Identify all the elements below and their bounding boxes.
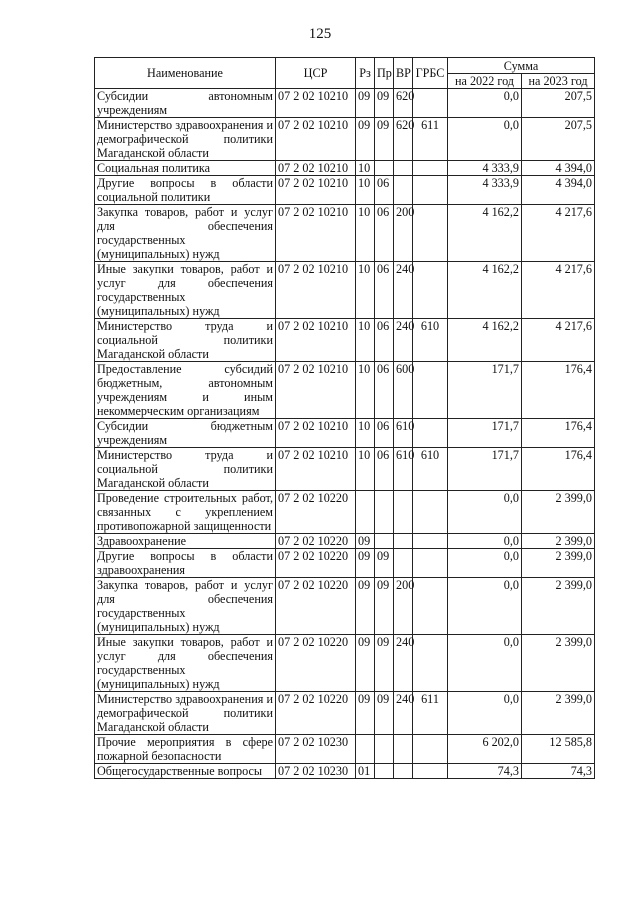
table-row bbox=[95, 362, 595, 419]
table-row bbox=[95, 118, 595, 161]
row-grbs bbox=[413, 176, 448, 205]
row-grbs bbox=[413, 635, 448, 692]
row-grbs: 611 bbox=[413, 118, 448, 161]
row-vr: 240 bbox=[394, 262, 413, 319]
table-row bbox=[95, 491, 595, 534]
row-rz: 01 bbox=[356, 764, 375, 779]
row-sum-2023: 176,4 bbox=[522, 448, 595, 491]
row-csr: 07 2 02 10220 bbox=[276, 534, 356, 549]
row-name: Другие вопросы в области социальной политики bbox=[95, 176, 276, 205]
table-row bbox=[95, 534, 595, 549]
row-sum-2022: 0,0 bbox=[448, 491, 522, 534]
row-rz: 09 bbox=[356, 118, 375, 161]
row-csr: 07 2 02 10210 bbox=[276, 448, 356, 491]
row-grbs bbox=[413, 205, 448, 262]
row-vr bbox=[394, 534, 413, 549]
row-vr: 200 bbox=[394, 578, 413, 635]
header-name: Наименование bbox=[95, 58, 276, 89]
row-sum-2022: 171,7 bbox=[448, 448, 522, 491]
table-row bbox=[95, 89, 595, 118]
row-vr: 240 bbox=[394, 692, 413, 735]
row-name: Министерство труда и социальной политики Магаданской области bbox=[95, 319, 276, 362]
row-grbs: 610 bbox=[413, 448, 448, 491]
header-year-2022: на 2022 год bbox=[448, 74, 522, 89]
row-vr bbox=[394, 161, 413, 176]
header-pr: Пр bbox=[375, 58, 394, 89]
row-csr: 07 2 02 10210 bbox=[276, 205, 356, 262]
table-row bbox=[95, 692, 595, 735]
row-rz: 10 bbox=[356, 161, 375, 176]
row-grbs bbox=[413, 262, 448, 319]
row-vr: 620 bbox=[394, 118, 413, 161]
row-grbs bbox=[413, 764, 448, 779]
table-row bbox=[95, 205, 595, 262]
row-rz: 09 bbox=[356, 549, 375, 578]
row-sum-2023: 2 399,0 bbox=[522, 692, 595, 735]
row-sum-2023: 207,5 bbox=[522, 89, 595, 118]
row-csr: 07 2 02 10210 bbox=[276, 419, 356, 448]
header-vr: ВР bbox=[394, 58, 413, 89]
row-sum-2023: 2 399,0 bbox=[522, 549, 595, 578]
row-grbs bbox=[413, 362, 448, 419]
row-vr: 600 bbox=[394, 362, 413, 419]
table-row bbox=[95, 635, 595, 692]
row-name: Иные закупки товаров, работ и услуг для обеспечения государственных (муниципальных) нужд bbox=[95, 635, 276, 692]
header-grbs: ГРБС bbox=[413, 58, 448, 89]
table-row bbox=[95, 735, 595, 764]
row-sum-2023: 2 399,0 bbox=[522, 534, 595, 549]
row-vr: 240 bbox=[394, 635, 413, 692]
row-rz: 09 bbox=[356, 534, 375, 549]
budget-table bbox=[94, 57, 595, 779]
row-pr bbox=[375, 735, 394, 764]
row-sum-2023: 2 399,0 bbox=[522, 491, 595, 534]
row-name: Проведение строительных работ, связанных с укреплением противопожарной защищенности bbox=[95, 491, 276, 534]
table-row bbox=[95, 319, 595, 362]
row-csr: 07 2 02 10230 bbox=[276, 764, 356, 779]
row-sum-2022: 4 162,2 bbox=[448, 319, 522, 362]
row-pr: 06 bbox=[375, 262, 394, 319]
row-name: Социальная политика bbox=[95, 161, 276, 176]
row-name: Министерство труда и социальной политики Магаданской области bbox=[95, 448, 276, 491]
row-pr: 06 bbox=[375, 362, 394, 419]
header-csr: ЦСР bbox=[276, 58, 356, 89]
row-vr bbox=[394, 176, 413, 205]
row-rz: 09 bbox=[356, 635, 375, 692]
row-sum-2023: 4 394,0 bbox=[522, 161, 595, 176]
row-name: Субсидии автономным учреждениям bbox=[95, 89, 276, 118]
row-name: Закупка товаров, работ и услуг для обеспечения государственных (муниципальных) нужд bbox=[95, 578, 276, 635]
row-vr bbox=[394, 549, 413, 578]
row-sum-2023: 4 217,6 bbox=[522, 205, 595, 262]
page-number: 125 bbox=[308, 26, 332, 42]
row-sum-2022: 0,0 bbox=[448, 692, 522, 735]
table-header bbox=[95, 58, 595, 89]
row-sum-2022: 4 333,9 bbox=[448, 176, 522, 205]
table-row bbox=[95, 578, 595, 635]
row-pr: 09 bbox=[375, 118, 394, 161]
row-pr: 09 bbox=[375, 578, 394, 635]
row-pr: 06 bbox=[375, 176, 394, 205]
row-grbs bbox=[413, 419, 448, 448]
row-pr bbox=[375, 534, 394, 549]
row-sum-2022: 0,0 bbox=[448, 534, 522, 549]
row-csr: 07 2 02 10220 bbox=[276, 578, 356, 635]
row-sum-2022: 171,7 bbox=[448, 362, 522, 419]
row-vr bbox=[394, 491, 413, 534]
row-sum-2022: 74,3 bbox=[448, 764, 522, 779]
header-year-2023: на 2023 год bbox=[522, 74, 595, 89]
row-sum-2023: 176,4 bbox=[522, 362, 595, 419]
row-pr: 09 bbox=[375, 549, 394, 578]
row-csr: 07 2 02 10220 bbox=[276, 491, 356, 534]
row-rz: 10 bbox=[356, 448, 375, 491]
row-sum-2023: 176,4 bbox=[522, 419, 595, 448]
row-sum-2023: 74,3 bbox=[522, 764, 595, 779]
row-pr bbox=[375, 161, 394, 176]
row-rz: 09 bbox=[356, 692, 375, 735]
row-sum-2022: 4 162,2 bbox=[448, 262, 522, 319]
row-vr: 240 bbox=[394, 319, 413, 362]
table-row bbox=[95, 448, 595, 491]
row-name: Иные закупки товаров, работ и услуг для обеспечения государственных (муниципальных) нужд bbox=[95, 262, 276, 319]
row-sum-2022: 4 162,2 bbox=[448, 205, 522, 262]
table-row bbox=[95, 161, 595, 176]
row-sum-2022: 0,0 bbox=[448, 549, 522, 578]
row-rz bbox=[356, 491, 375, 534]
row-csr: 07 2 02 10220 bbox=[276, 549, 356, 578]
row-vr: 610 bbox=[394, 448, 413, 491]
row-rz bbox=[356, 735, 375, 764]
row-rz: 10 bbox=[356, 362, 375, 419]
row-csr: 07 2 02 10210 bbox=[276, 89, 356, 118]
row-sum-2023: 2 399,0 bbox=[522, 635, 595, 692]
row-sum-2022: 4 333,9 bbox=[448, 161, 522, 176]
row-sum-2022: 6 202,0 bbox=[448, 735, 522, 764]
row-csr: 07 2 02 10210 bbox=[276, 176, 356, 205]
row-pr: 09 bbox=[375, 89, 394, 118]
row-sum-2023: 207,5 bbox=[522, 118, 595, 161]
row-grbs bbox=[413, 89, 448, 118]
table-row bbox=[95, 176, 595, 205]
row-vr: 200 bbox=[394, 205, 413, 262]
row-grbs bbox=[413, 534, 448, 549]
row-rz: 09 bbox=[356, 578, 375, 635]
row-pr bbox=[375, 764, 394, 779]
row-csr: 07 2 02 10220 bbox=[276, 692, 356, 735]
row-rz: 10 bbox=[356, 205, 375, 262]
row-rz: 10 bbox=[356, 419, 375, 448]
table-row bbox=[95, 764, 595, 779]
row-csr: 07 2 02 10210 bbox=[276, 362, 356, 419]
row-pr: 09 bbox=[375, 692, 394, 735]
row-pr: 06 bbox=[375, 205, 394, 262]
row-rz: 10 bbox=[356, 176, 375, 205]
row-grbs bbox=[413, 549, 448, 578]
row-rz: 09 bbox=[356, 89, 375, 118]
row-name: Субсидии бюджетным учреждениям bbox=[95, 419, 276, 448]
row-grbs: 611 bbox=[413, 692, 448, 735]
row-csr: 07 2 02 10210 bbox=[276, 161, 356, 176]
row-pr: 09 bbox=[375, 635, 394, 692]
row-pr: 06 bbox=[375, 448, 394, 491]
row-vr bbox=[394, 764, 413, 779]
row-sum-2022: 0,0 bbox=[448, 89, 522, 118]
table-row bbox=[95, 419, 595, 448]
row-sum-2023: 12 585,8 bbox=[522, 735, 595, 764]
row-vr: 620 bbox=[394, 89, 413, 118]
row-sum-2022: 171,7 bbox=[448, 419, 522, 448]
row-vr: 610 bbox=[394, 419, 413, 448]
table-body bbox=[95, 89, 595, 779]
header-sum: Сумма bbox=[448, 58, 595, 74]
row-sum-2023: 4 394,0 bbox=[522, 176, 595, 205]
row-rz: 10 bbox=[356, 262, 375, 319]
table-row bbox=[95, 262, 595, 319]
row-sum-2023: 4 217,6 bbox=[522, 319, 595, 362]
row-grbs bbox=[413, 735, 448, 764]
row-grbs: 610 bbox=[413, 319, 448, 362]
row-vr bbox=[394, 735, 413, 764]
row-name: Общегосударственные вопросы bbox=[95, 764, 276, 779]
row-grbs bbox=[413, 161, 448, 176]
row-csr: 07 2 02 10220 bbox=[276, 635, 356, 692]
row-sum-2022: 0,0 bbox=[448, 578, 522, 635]
row-name: Закупка товаров, работ и услуг для обеспечения государственных (муниципальных) нужд bbox=[95, 205, 276, 262]
table-row bbox=[95, 549, 595, 578]
row-name: Здравоохранение bbox=[95, 534, 276, 549]
row-csr: 07 2 02 10210 bbox=[276, 262, 356, 319]
row-name: Министерство здравоохранения и демографической политики Магаданской области bbox=[95, 692, 276, 735]
header-rz: Рз bbox=[356, 58, 375, 89]
row-csr: 07 2 02 10210 bbox=[276, 319, 356, 362]
row-name: Предоставление субсидий бюджетным, автономным учреждениям и иным некоммерческим организациям bbox=[95, 362, 276, 419]
row-sum-2023: 4 217,6 bbox=[522, 262, 595, 319]
row-pr: 06 bbox=[375, 319, 394, 362]
row-sum-2023: 2 399,0 bbox=[522, 578, 595, 635]
row-name: Прочие мероприятия в сфере пожарной безопасности bbox=[95, 735, 276, 764]
row-csr: 07 2 02 10230 bbox=[276, 735, 356, 764]
row-grbs bbox=[413, 578, 448, 635]
row-csr: 07 2 02 10210 bbox=[276, 118, 356, 161]
row-rz: 10 bbox=[356, 319, 375, 362]
row-name: Другие вопросы в области здравоохранения bbox=[95, 549, 276, 578]
row-sum-2022: 0,0 bbox=[448, 118, 522, 161]
row-pr bbox=[375, 491, 394, 534]
row-sum-2022: 0,0 bbox=[448, 635, 522, 692]
row-name: Министерство здравоохранения и демографической политики Магаданской области bbox=[95, 118, 276, 161]
row-pr: 06 bbox=[375, 419, 394, 448]
row-grbs bbox=[413, 491, 448, 534]
